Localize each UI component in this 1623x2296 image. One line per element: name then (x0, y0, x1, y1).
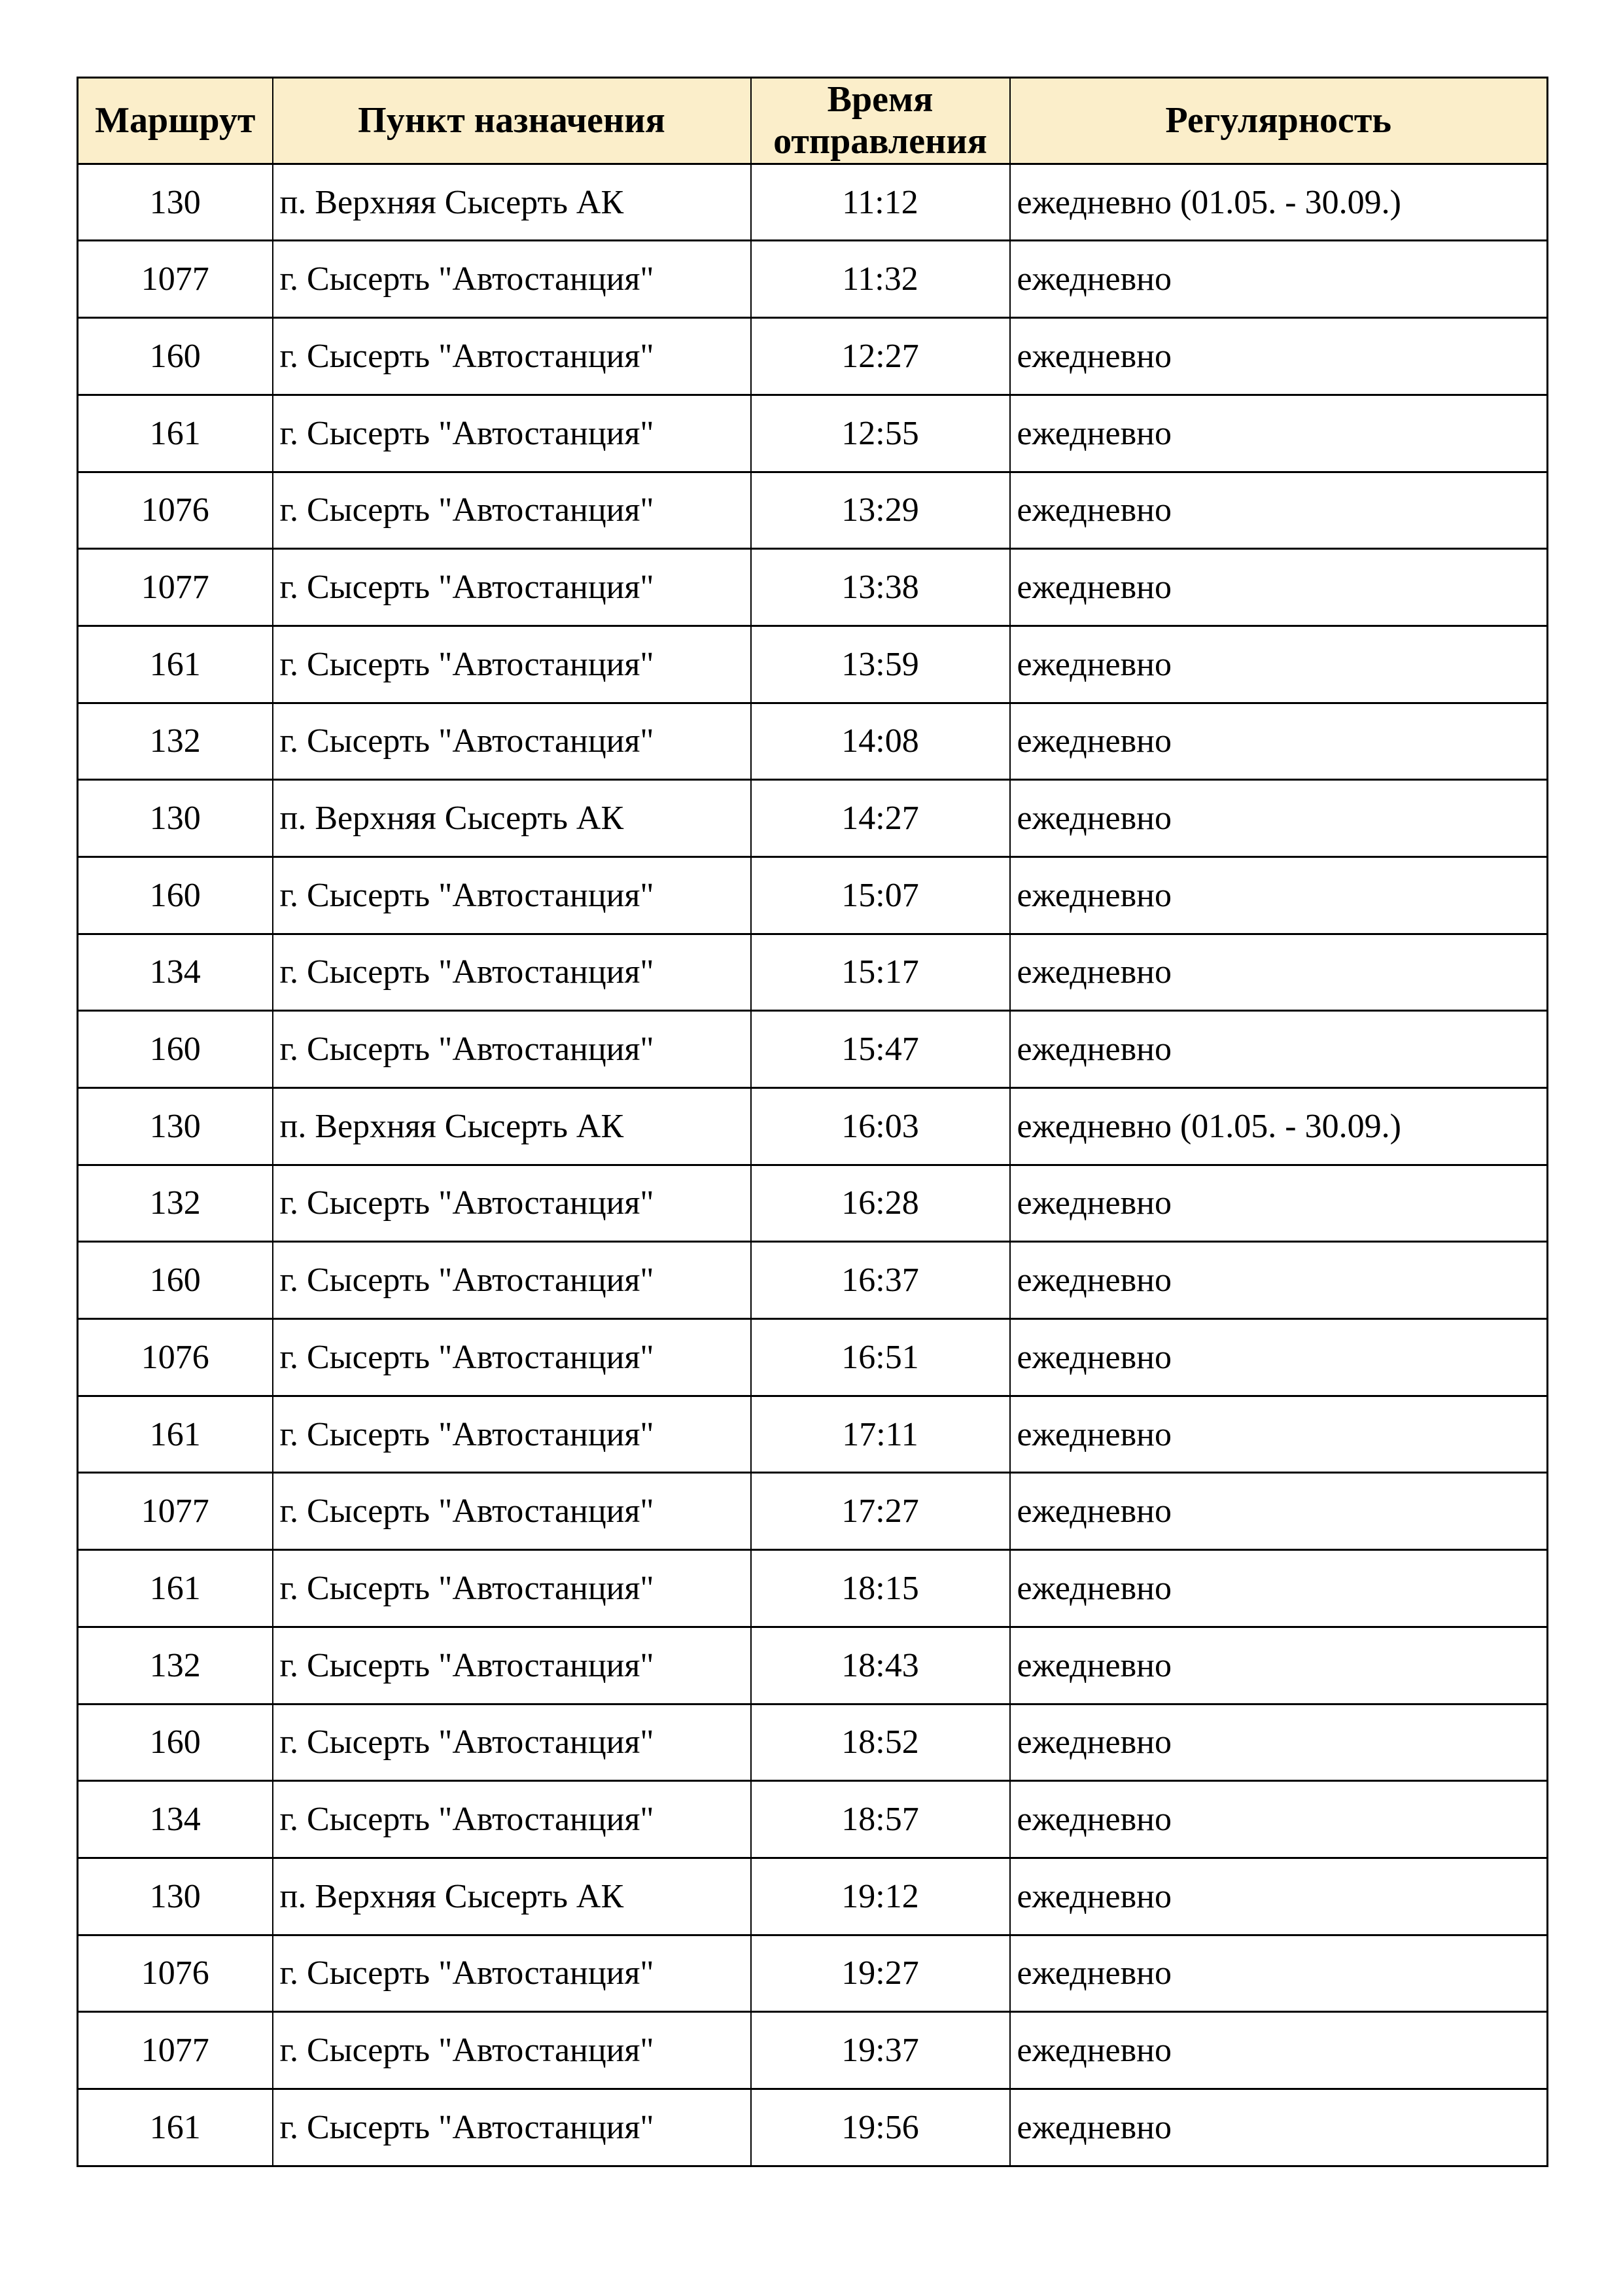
destination-cell: г. Сысерть "Автостанция" (273, 1242, 751, 1319)
regularity-cell: ежедневно (1010, 1858, 1548, 1935)
table-row (78, 2012, 1548, 2089)
route-cell: 161 (78, 626, 273, 703)
departure-time-cell: 11:12 (751, 164, 1010, 241)
header-cell-destination: Пункт назначения (273, 78, 751, 164)
route-cell: 161 (78, 2089, 273, 2166)
departure-time-cell: 18:52 (751, 1704, 1010, 1781)
departure-time-cell: 16:28 (751, 1165, 1010, 1242)
bus-schedule-table (77, 77, 1548, 2167)
regularity-cell: ежедневно (1010, 2012, 1548, 2089)
route-cell: 130 (78, 780, 273, 857)
destination-cell: г. Сысерть "Автостанция" (273, 395, 751, 472)
route-cell: 132 (78, 1627, 273, 1704)
destination-cell: г. Сысерть "Автостанция" (273, 1781, 751, 1858)
table-row (78, 472, 1548, 549)
destination-cell: г. Сысерть "Автостанция" (273, 1704, 751, 1781)
table-row (78, 2089, 1548, 2166)
route-cell: 1077 (78, 2012, 273, 2089)
regularity-cell: ежедневно (1010, 1781, 1548, 1858)
regularity-cell: ежедневно (1010, 318, 1548, 395)
regularity-cell: ежедневно (1010, 241, 1548, 318)
table-row (78, 1242, 1548, 1319)
regularity-cell: ежедневно (1010, 1473, 1548, 1550)
departure-time-cell: 17:11 (751, 1396, 1010, 1473)
regularity-cell: ежедневно (01.05. - 30.09.) (1010, 1088, 1548, 1165)
header-cell-departure-time: Время отправления (751, 78, 1010, 164)
destination-cell: г. Сысерть "Автостанция" (273, 1550, 751, 1627)
destination-cell: п. Верхняя Сысерть АК (273, 164, 751, 241)
departure-time-cell: 19:56 (751, 2089, 1010, 2166)
route-cell: 161 (78, 1550, 273, 1627)
departure-time-cell: 19:37 (751, 2012, 1010, 2089)
regularity-cell: ежедневно (1010, 1011, 1548, 1088)
regularity-cell: ежедневно (1010, 1550, 1548, 1627)
destination-cell: п. Верхняя Сысерть АК (273, 1858, 751, 1935)
destination-cell: г. Сысерть "Автостанция" (273, 318, 751, 395)
departure-time-cell: 15:07 (751, 857, 1010, 934)
regularity-cell: ежедневно (1010, 857, 1548, 934)
departure-time-cell: 12:55 (751, 395, 1010, 472)
destination-cell: г. Сысерть "Автостанция" (273, 2012, 751, 2089)
route-cell: 130 (78, 1858, 273, 1935)
regularity-cell: ежедневно (01.05. - 30.09.) (1010, 164, 1548, 241)
table-row (78, 1319, 1548, 1396)
route-cell: 160 (78, 857, 273, 934)
route-cell: 160 (78, 1242, 273, 1319)
departure-time-cell: 16:51 (751, 1319, 1010, 1396)
regularity-cell: ежедневно (1010, 1242, 1548, 1319)
table-row (78, 1858, 1548, 1935)
regularity-cell: ежедневно (1010, 1704, 1548, 1781)
table-row (78, 703, 1548, 780)
destination-cell: г. Сысерть "Автостанция" (273, 1165, 751, 1242)
destination-cell: г. Сысерть "Автостанция" (273, 1473, 751, 1550)
destination-cell: г. Сысерть "Автостанция" (273, 1627, 751, 1704)
regularity-cell: ежедневно (1010, 626, 1548, 703)
destination-cell: п. Верхняя Сысерть АК (273, 1088, 751, 1165)
departure-time-cell: 13:59 (751, 626, 1010, 703)
regularity-cell: ежедневно (1010, 1396, 1548, 1473)
route-cell: 1077 (78, 1473, 273, 1550)
departure-time-cell: 13:29 (751, 472, 1010, 549)
regularity-cell: ежедневно (1010, 549, 1548, 626)
regularity-cell: ежедневно (1010, 1627, 1548, 1704)
table-row (78, 1088, 1548, 1165)
route-cell: 134 (78, 1781, 273, 1858)
route-cell: 130 (78, 1088, 273, 1165)
destination-cell: г. Сысерть "Автостанция" (273, 1935, 751, 2012)
regularity-cell: ежедневно (1010, 472, 1548, 549)
table-row (78, 241, 1548, 318)
route-cell: 161 (78, 395, 273, 472)
departure-time-cell: 17:27 (751, 1473, 1010, 1550)
departure-time-cell: 13:38 (751, 549, 1010, 626)
departure-time-cell: 15:47 (751, 1011, 1010, 1088)
departure-time-cell: 16:37 (751, 1242, 1010, 1319)
route-cell: 1076 (78, 472, 273, 549)
departure-time-cell: 11:32 (751, 241, 1010, 318)
destination-cell: г. Сысерть "Автостанция" (273, 1396, 751, 1473)
regularity-cell: ежедневно (1010, 780, 1548, 857)
route-cell: 161 (78, 1396, 273, 1473)
destination-cell: г. Сысерть "Автостанция" (273, 857, 751, 934)
regularity-cell: ежедневно (1010, 1935, 1548, 2012)
table-row (78, 1396, 1548, 1473)
destination-cell: г. Сысерть "Автостанция" (273, 703, 751, 780)
departure-time-cell: 18:57 (751, 1781, 1010, 1858)
route-cell: 130 (78, 164, 273, 241)
table-row (78, 780, 1548, 857)
route-cell: 132 (78, 703, 273, 780)
table-row (78, 857, 1548, 934)
table-row (78, 626, 1548, 703)
destination-cell: г. Сысерть "Автостанция" (273, 1011, 751, 1088)
departure-time-cell: 15:17 (751, 934, 1010, 1011)
route-cell: 160 (78, 1011, 273, 1088)
table-row (78, 1011, 1548, 1088)
regularity-cell: ежедневно (1010, 703, 1548, 780)
departure-time-cell: 16:03 (751, 1088, 1010, 1165)
table-row (78, 1781, 1548, 1858)
table-row (78, 1165, 1548, 1242)
regularity-cell: ежедневно (1010, 1319, 1548, 1396)
table-row (78, 395, 1548, 472)
route-cell: 1076 (78, 1319, 273, 1396)
departure-time-cell: 18:43 (751, 1627, 1010, 1704)
route-cell: 1076 (78, 1935, 273, 2012)
destination-cell: г. Сысерть "Автостанция" (273, 934, 751, 1011)
regularity-cell: ежедневно (1010, 2089, 1548, 2166)
departure-time-cell: 19:12 (751, 1858, 1010, 1935)
departure-time-cell: 18:15 (751, 1550, 1010, 1627)
departure-time-cell: 14:27 (751, 780, 1010, 857)
route-cell: 160 (78, 318, 273, 395)
route-cell: 160 (78, 1704, 273, 1781)
destination-cell: г. Сысерть "Автостанция" (273, 549, 751, 626)
destination-cell: г. Сысерть "Автостанция" (273, 626, 751, 703)
departure-time-cell: 14:08 (751, 703, 1010, 780)
route-cell: 1077 (78, 241, 273, 318)
header-cell-route: Маршрут (78, 78, 273, 164)
table-row (78, 318, 1548, 395)
route-cell: 134 (78, 934, 273, 1011)
table-row (78, 1935, 1548, 2012)
destination-cell: г. Сысерть "Автостанция" (273, 1319, 751, 1396)
header-cell-regularity: Регулярность (1010, 78, 1548, 164)
route-cell: 132 (78, 1165, 273, 1242)
table-row (78, 1473, 1548, 1550)
table-row (78, 1704, 1548, 1781)
departure-time-cell: 19:27 (751, 1935, 1010, 2012)
table-row (78, 934, 1548, 1011)
destination-cell: п. Верхняя Сысерть АК (273, 780, 751, 857)
departure-time-cell: 12:27 (751, 318, 1010, 395)
header-row (78, 78, 1548, 164)
table-row (78, 549, 1548, 626)
regularity-cell: ежедневно (1010, 395, 1548, 472)
destination-cell: г. Сысерть "Автостанция" (273, 2089, 751, 2166)
table-row (78, 164, 1548, 241)
table-row (78, 1550, 1548, 1627)
table-row (78, 1627, 1548, 1704)
destination-cell: г. Сысерть "Автостанция" (273, 472, 751, 549)
destination-cell: г. Сысерть "Автостанция" (273, 241, 751, 318)
regularity-cell: ежедневно (1010, 934, 1548, 1011)
route-cell: 1077 (78, 549, 273, 626)
regularity-cell: ежедневно (1010, 1165, 1548, 1242)
